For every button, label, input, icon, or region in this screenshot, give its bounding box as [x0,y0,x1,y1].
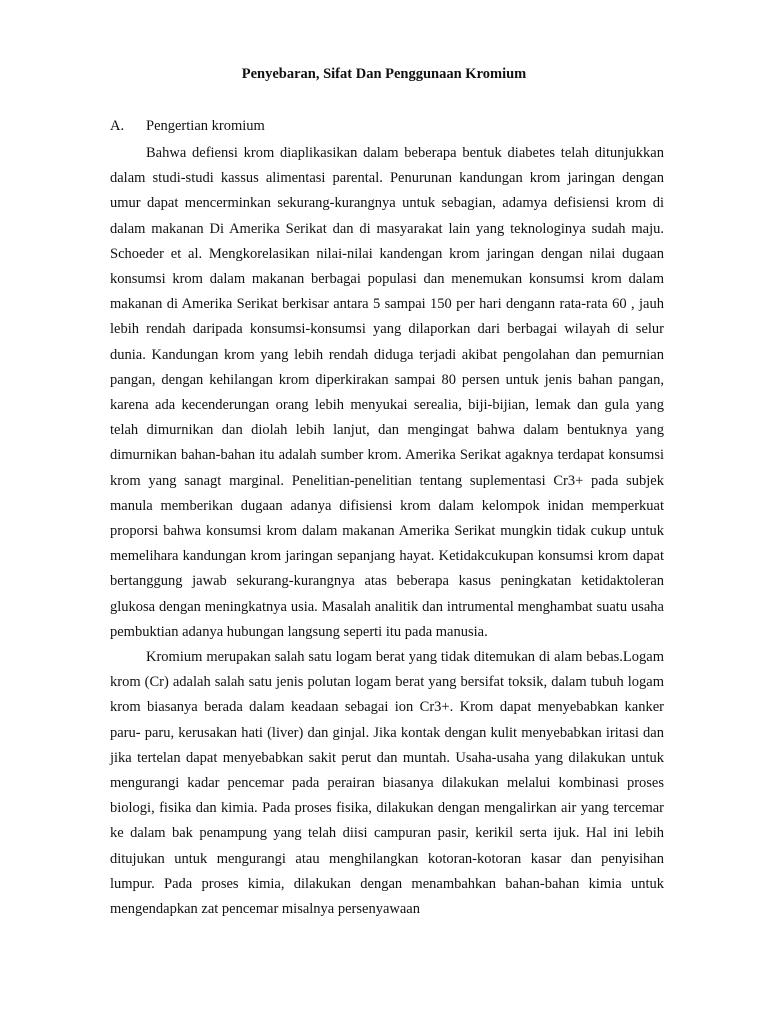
paragraph-1: Bahwa defiensi krom diaplikasikan dalam beberapa bentuk diabetes telah ditunjukkan dalam studi-studi kassus alimentasi parental. Penurunan kandungan krom jaringan dengan umur dapat mencerminkan sekurang-kurangnya untuk sebagian, adamya defisiensi krom di dalam makanan Di Amerika Serikat dan di masyarakat lain yang teknologinya sudah maju. Schoeder et al. Mengkorelasikan nilai-nilai kandengan krom jaringan dengan nilai dugaan konsumsi krom dalam makanan berbagai populasi dan menemukan konsumsi krom dalam makanan di Amerika Serikat berkisar antara 5 sampai 150 per hari dengann rata-rata 60 , jauh lebih rendah daripada konsumsi-konsumsi yang dilaporkan dari berbagai wilayah di selur dunia. Kandungan krom yang lebih rendah diduga terjadi akibat pengolahan dan pemurnian pangan, dengan kehilangan krom diperkirakan sampai 80 persen untuk jenis bahan pangan, karena ada kecenderungan orang lebih menyukai serealia, biji-bijian, lemak dan gula yang telah dimurnikan dan diolah lebih lanjut, dan mengingat bahwa dalam bentuknya yang dimurnikan bahan-bahan itu adalah sumber krom. Amerika Serikat agaknya terdapat konsumsi krom yang sanagt marginal. Penelitian-penelitian tentang suplementasi Cr3+ pada subjek manula memberikan dugaan adanya difisiensi krom dalam kelompok inidan memperkuat proporsi bahwa konsumsi krom dalam makanan Amerika Serikat mungkin tidak cukup untuk memelihara kandungan krom jaringan sepanjang hayat. Ketidakcukupan konsumsi krom dapat bertanggung jawab sekurang-kurangnya atas beberapa kasus peningkatan ketidaktoleran glukosa dengan meningkatnya usia. Masalah analitik dan intrumental menghambat suatu usaha pembuktian adanya hubungan langsung seperti itu pada manusia. [110,145,664,640]
section-heading [110,118,265,135]
document-body [110,141,664,922]
paragraph-2: Kromium merupakan salah satu logam berat yang tidak ditemukan di alam bebas.Logam krom (Cr) adalah salah satu jenis polutan logam berat yang bersifat toksik, dalam tubuh logam krom biasanya berada dalam keadaan sebagai ion Cr3+. Krom dapat menyebabkan kanker paru- paru, kerusakan hati (liver) dan ginjal. Jika kontak dengan kulit menyebabkan iritasi dan jika tertelan dapat menyebabkan sakit perut dan muntah. Usaha-usaha yang dilakukan untuk mengurangi kadar pencemar pada perairan biasanya dilakukan melalui kombinasi proses biologi, fisika dan kimia. Pada proses fisika, dilakukan dengan mengalirkan air yang tercemar ke dalam bak penampung yang telah diisi campuran pasir, kerikil serta ijuk. Hal ini lebih ditujukan untuk mengurangi atau menghilangkan kotoran-kotoran kasar dan penyisihan lumpur. Pada proses kimia, dilakukan dengan menambahkan bahan-bahan kimia untuk mengendapkan zat pencemar misalnya persenyawaan [110,649,664,918]
section-number: A. [110,118,125,134]
section-title: Pengertian kromium [146,118,265,134]
document-title: Penyebaran, Sifat Dan Penggunaan Kromium [241,66,527,82]
